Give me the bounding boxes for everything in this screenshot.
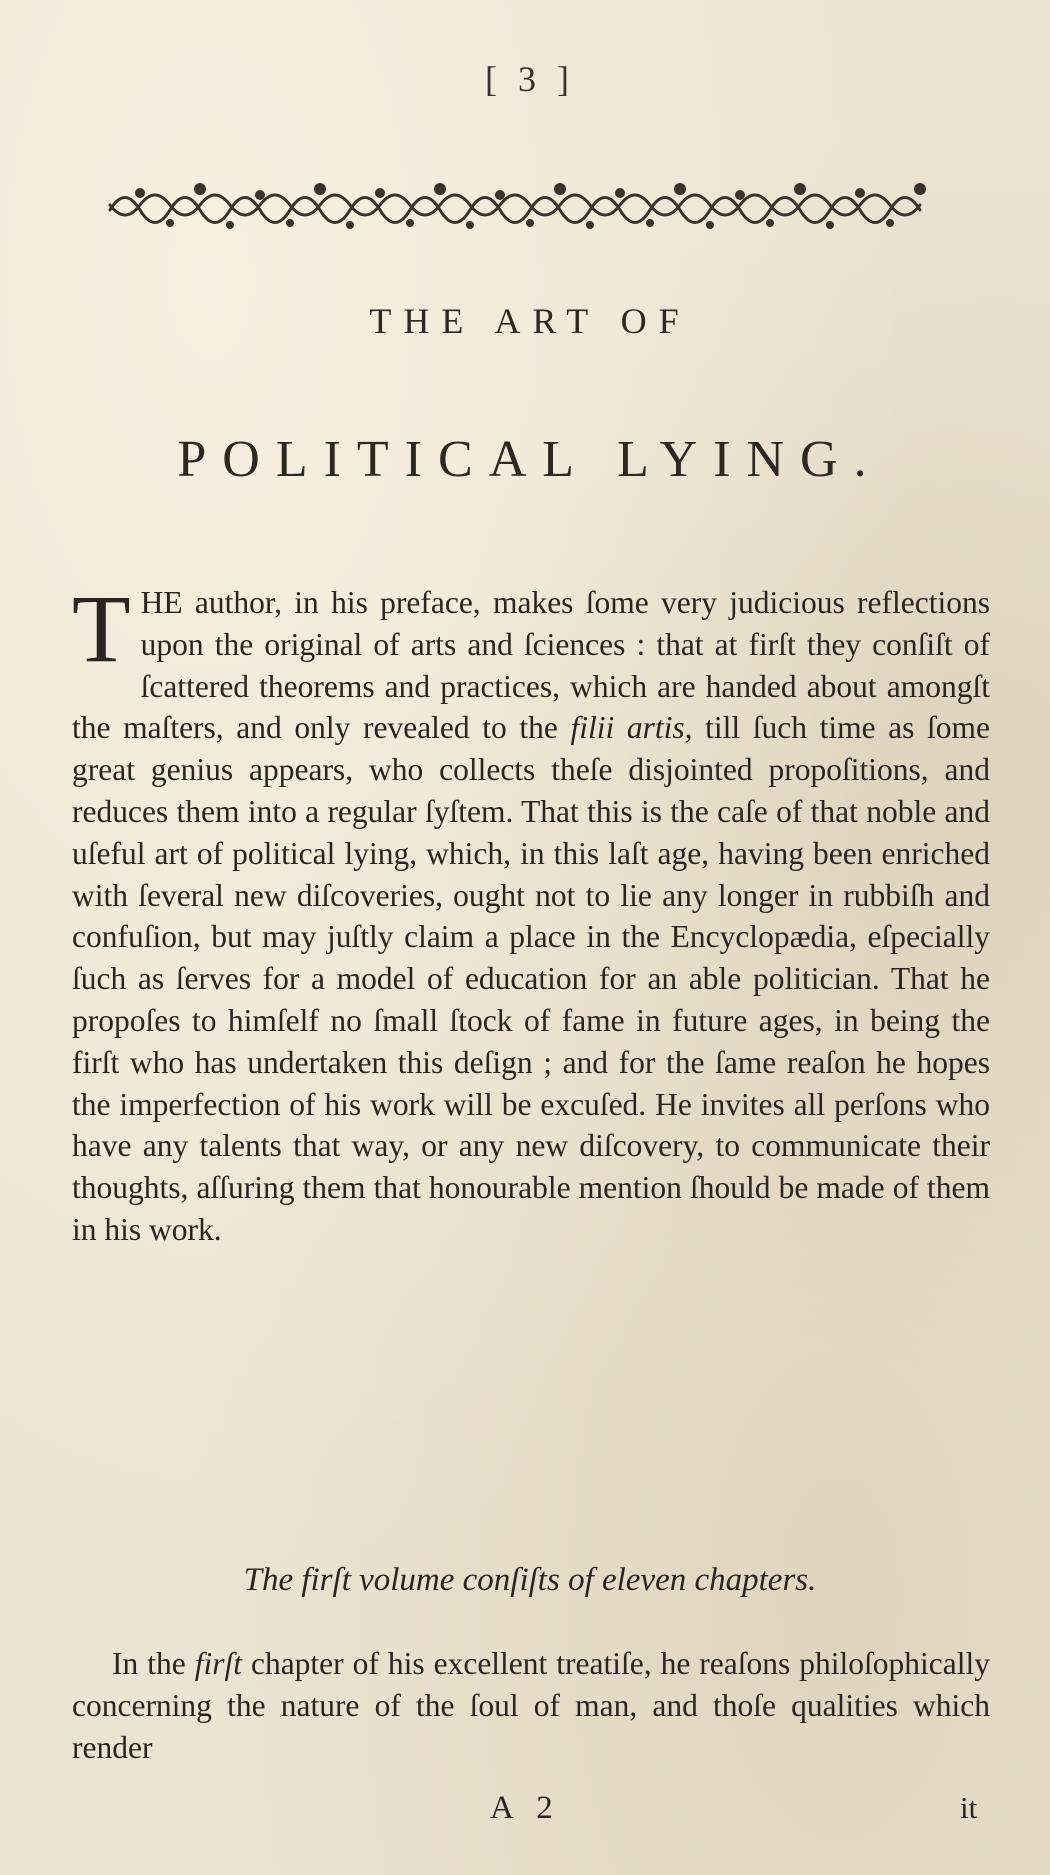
book-page [70, 0, 990, 1875]
ornament-band-icon [100, 175, 960, 235]
filii-artis: filii artis, [570, 710, 693, 746]
intro-text-b: till ſuch time as ſome great genius appears, who collects theſe disjointed propoſitions, and reduces them into a regular ſyſtem. That this is the caſe of that noble and uſeful art of political lying, which, in this laſt age, having been enriched with ſeveral new diſcoveries, ought not to lie any longer in rubbiſh and confuſion, but may juſtly claim a place in the Encyclopædia, eſpecially ſuch as ſerves for a model of education for an able politician. That he propoſes to himſelf no ſmall ſtock of fame in future ages, in being the firſt who has undertaken this deſign ; and for the ſame reaſon he hopes the imperfection of his work will be excuſed. He invites all perſons who have any talents that way, or any new diſcovery, to communicate their thoughts, aſſuring them that honourable mention ſhould be made of them in his work. [72, 710, 990, 1247]
page-number: [ 3 ] [485, 59, 575, 99]
title-line-2: POLITICAL LYING. [177, 431, 883, 488]
intro-text-a: HE author, in his preface, makes ſome very judicious reflections upon the original of arts and ſciences : that at firſt they conſiſt of ſcattered theorems and practices, which are handed about amongſt the maſters, and only revealed to the [72, 585, 990, 746]
chapter-paragraph [72, 1643, 990, 1768]
first-italic: firſt [194, 1646, 242, 1681]
intro-paragraph [72, 575, 990, 1251]
catchword: it [960, 1790, 978, 1825]
chapter-text-a: In the [112, 1646, 195, 1681]
title-line-1: THE ART OF [369, 301, 691, 341]
chapter-text-b: chapter of his excellent treatiſe, he reaſons philoſophically concerning the nature of the ſoul of man, and thoſe qualities which render [72, 1646, 990, 1765]
drop-cap: T [72, 575, 131, 682]
section-subheading: The firſt volume conſiſts of eleven chapters. [243, 1562, 817, 1598]
signature-mark: A 2 [490, 1790, 561, 1826]
